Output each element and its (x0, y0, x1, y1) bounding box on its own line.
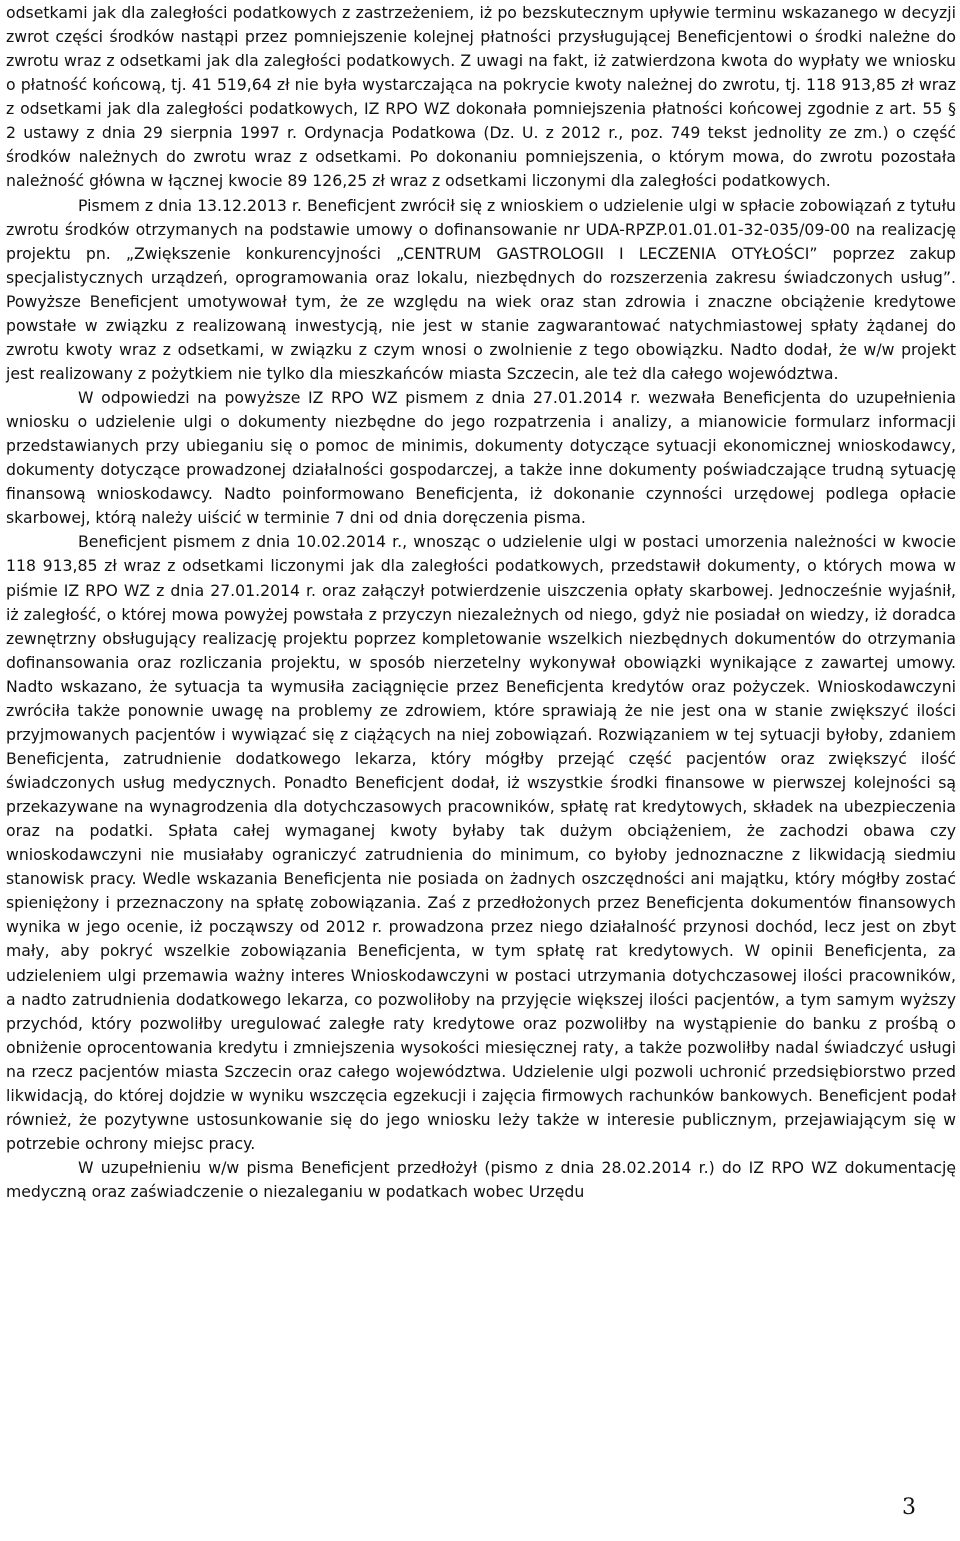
paragraph-letter-10-02-2014: Beneficjent pismem z dnia 10.02.2014 r., wnosząc o udzielenie ulgi w postaci umorzenia należności w kwocie 118 913,85 zł wraz z odsetkami liczonymi jak dla zaległości podatkowych, przedstawił dokumenty, o których mowa w piśmie IZ RPO WZ z dnia 27.01.2014 r. oraz załączył potwierdzenie uiszczenia opłaty skarbowej. Jednocześnie wyjaśnił, iż zaległość, o której mowa powyżej powstała z przyczyn niezależnych od niego, gdyż nie posiadał on wiedzy, iż doradca zewnętrzny obsługujący realizację projektu poprzez kompletowanie wszelkich niezbędnych dokumentów do otrzymania dofinansowania oraz rozliczania projektu, w sposób nierzetelny wykonywał obowiązki wynikające z zawartej umowy. Nadto wskazano, że sytuacja ta wymusiła zaciągnięcie przez Beneficjenta kredytów oraz pożyczek. Wnioskodawczyni zwróciła także ponownie uwagę na problemy ze zdrowiem, które sprawiają że nie jest ona w stanie zwiększyć ilości przyjmowanych pacjentów i wywiązać się z ciążących na niej zobowiązań. Rozwiązaniem w tej sytuacji byłoby, zdaniem Beneficjenta, zatrudnienie dodatkowego lekarza, który mógłby przejąć część pacjentów oraz zwiększyć ilość świadczonych usług medycznych. Ponadto Beneficjent dodał, iż wszystkie środki finansowe w pierwszej kolejności są przekazywane na wynagrodzenia dla dotychczasowych pracowników, spłatę rat kredytowych, składek na ubezpieczenia oraz na podatki. Spłata całej wymaganej kwoty byłaby tak dużym obciążeniem, że zachodzi obawa czy wnioskodawczyni nie musiałaby ograniczyć zatrudnienia do minimum, co byłoby jednoznaczne z likwidacją siedmiu stanowisk pracy. Wedle wskazania Beneficjenta nie posiada on żadnych oszczędności ani majątku, który mógłby zostać spieniężony i przeznaczony na spłatę zobowiązania. Zaś z przedłożonych przez Beneficjenta dokumentów finansowych wynika w jego ocenie, iż począwszy od 2012 r. prowadzona przez niego działalność przynosi dochód, lecz jest on zbyt mały, aby pokryć wszelkie zobowiązania Beneficjenta, w tym spłatę rat kredytowych. W opinii Beneficjenta, za udzieleniem ulgi przemawia ważny interes Wnioskodawczyni w postaci utrzymania dotychczasowej ilości pracowników, a nadto zatrudnienia dodatkowego lekarza, co pozwoliłoby na przyjęcie większej ilości pacjentów, a tym samym wyższy przychód, który pozwoliłby uregulować zaległe raty kredytowe oraz pozwoliłby na wystąpienie do banku z prośbą o obniżenie oprocentowania kredytu i zmniejszenia wysokości miesięcznej raty, a także pozwoliłby nadal świadczyć usługi na rzecz pacjentów miasta Szczecin oraz całego województwa. Udzielenie ulgi pozwoli uchronić przedsiębiorstwo przed likwidacją, do której dojdzie w wyniku wszczęcia egzekucji i zajęcia firmowych rachunków bankowych. Beneficjent podał również, że pozytywne ustosunkowanie się do jego wniosku leży także w interesie publicznym, przejawiającym się w potrzebie ochrony miejsc pracy. (6, 532, 956, 1153)
paragraph-continuation: odsetkami jak dla zaległości podatkowych z zastrzeżeniem, iż po bezskutecznym upływie terminu wskazanego w decyzji zwrot części środków nastąpi przez pomniejszenie kolejnej płatności przysługującej Beneficjentowi o środki należne do zwrotu wraz z odsetkami jak dla zaległości podatkowych. Z uwagi na fakt, iż zatwierdzona kwota do wypłaty we wniosku o płatność końcową, tj. 41 519,64 zł nie była wystarczająca na pokrycie kwoty należnej do zwrotu, tj. 118 913,85 zł wraz z odsetkami jak dla zaległości podatkowych, IZ RPO WZ dokonała pomniejszenia płatności końcowej zgodnie z art. 55 § 2 ustawy z dnia 29 sierpnia 1997 r. Ordynacja Podatkowa (Dz. U. z 2012 r., poz. 749 tekst jednolity ze zm.) o część środków należnych do zwrotu wraz z odsetkami. Po dokonaniu pomniejszenia, o którym mowa, do zwrotu pozostała należność główna w łącznej kwocie 89 126,25 zł wraz z odsetkami liczonymi dla zaległości podatkowych. (6, 3, 956, 191)
paragraph-supplement-28-02-2014: W uzupełnieniu w/w pisma Beneficjent przedłożył (pismo z dnia 28.02.2014 r.) do IZ RPO WZ dokumentację medyczną oraz zaświadczenie o niezaleganiu w podatkach wobec Urzędu (6, 1158, 956, 1202)
paragraph-request-13-12-2013: Pismem z dnia 13.12.2013 r. Beneficjent zwrócił się z wnioskiem o udzielenie ulgi w spłacie zobowiązań z tytułu zwrotu środków otrzymanych na podstawie umowy o dofinansowanie nr UDA-RPZP.01.01.01-32-035/09-00 na realizację projektu pn. „Zwiększenie konkurencyjności „CENTRUM GASTROLOGII I LECZENIA OTYŁOŚCI” poprzez zakup specjalistycznych urządzeń, oprogramowania oraz lokalu, niezbędnych do rozszerzenia zakresu świadczonych usług”. Powyższe Beneficjent umotywował tym, że ze względu na wiek oraz stan zdrowia i znaczne obciążenie kredytowe powstałe w związku z realizowaną inwestycją, nie jest w stanie zagwarantować natychmiastowej spłaty żądanej do zwrotu kwoty wraz z odsetkami, w związku z czym wnosi o zwolnienie z tego obowiązku. Nadto dodał, że w/w projekt jest realizowany z pożytkiem nie tylko dla mieszkańców miasta Szczecin, ale też dla całego województwa. (6, 195, 956, 383)
paragraph-response-27-01-2014: W odpowiedzi na powyższe IZ RPO WZ pismem z dnia 27.01.2014 r. wezwała Beneficjenta do uzupełnienia wniosku o udzielenie ulgi o dokumenty niezbędne do jego rozpatrzenia i analizy, a mianowicie formularz informacji przedstawianych przy ubieganiu się o pomoc de minimis, dokumenty dotyczące sytuacji ekonomicznej wnioskodawcy, dokumenty dotyczące prowadzonej działalności gospodarczej, a także inne dokumenty poświadczające trudną sytuację finansową wnioskodawcy. Nadto poinformowano Beneficjenta, iż dokonanie czynności urzędowej podlega opłacie skarbowej, którą należy uiścić w terminie 7 dni od dnia doręczenia pisma. (6, 388, 956, 528)
page-number: 3 (902, 1495, 916, 1520)
